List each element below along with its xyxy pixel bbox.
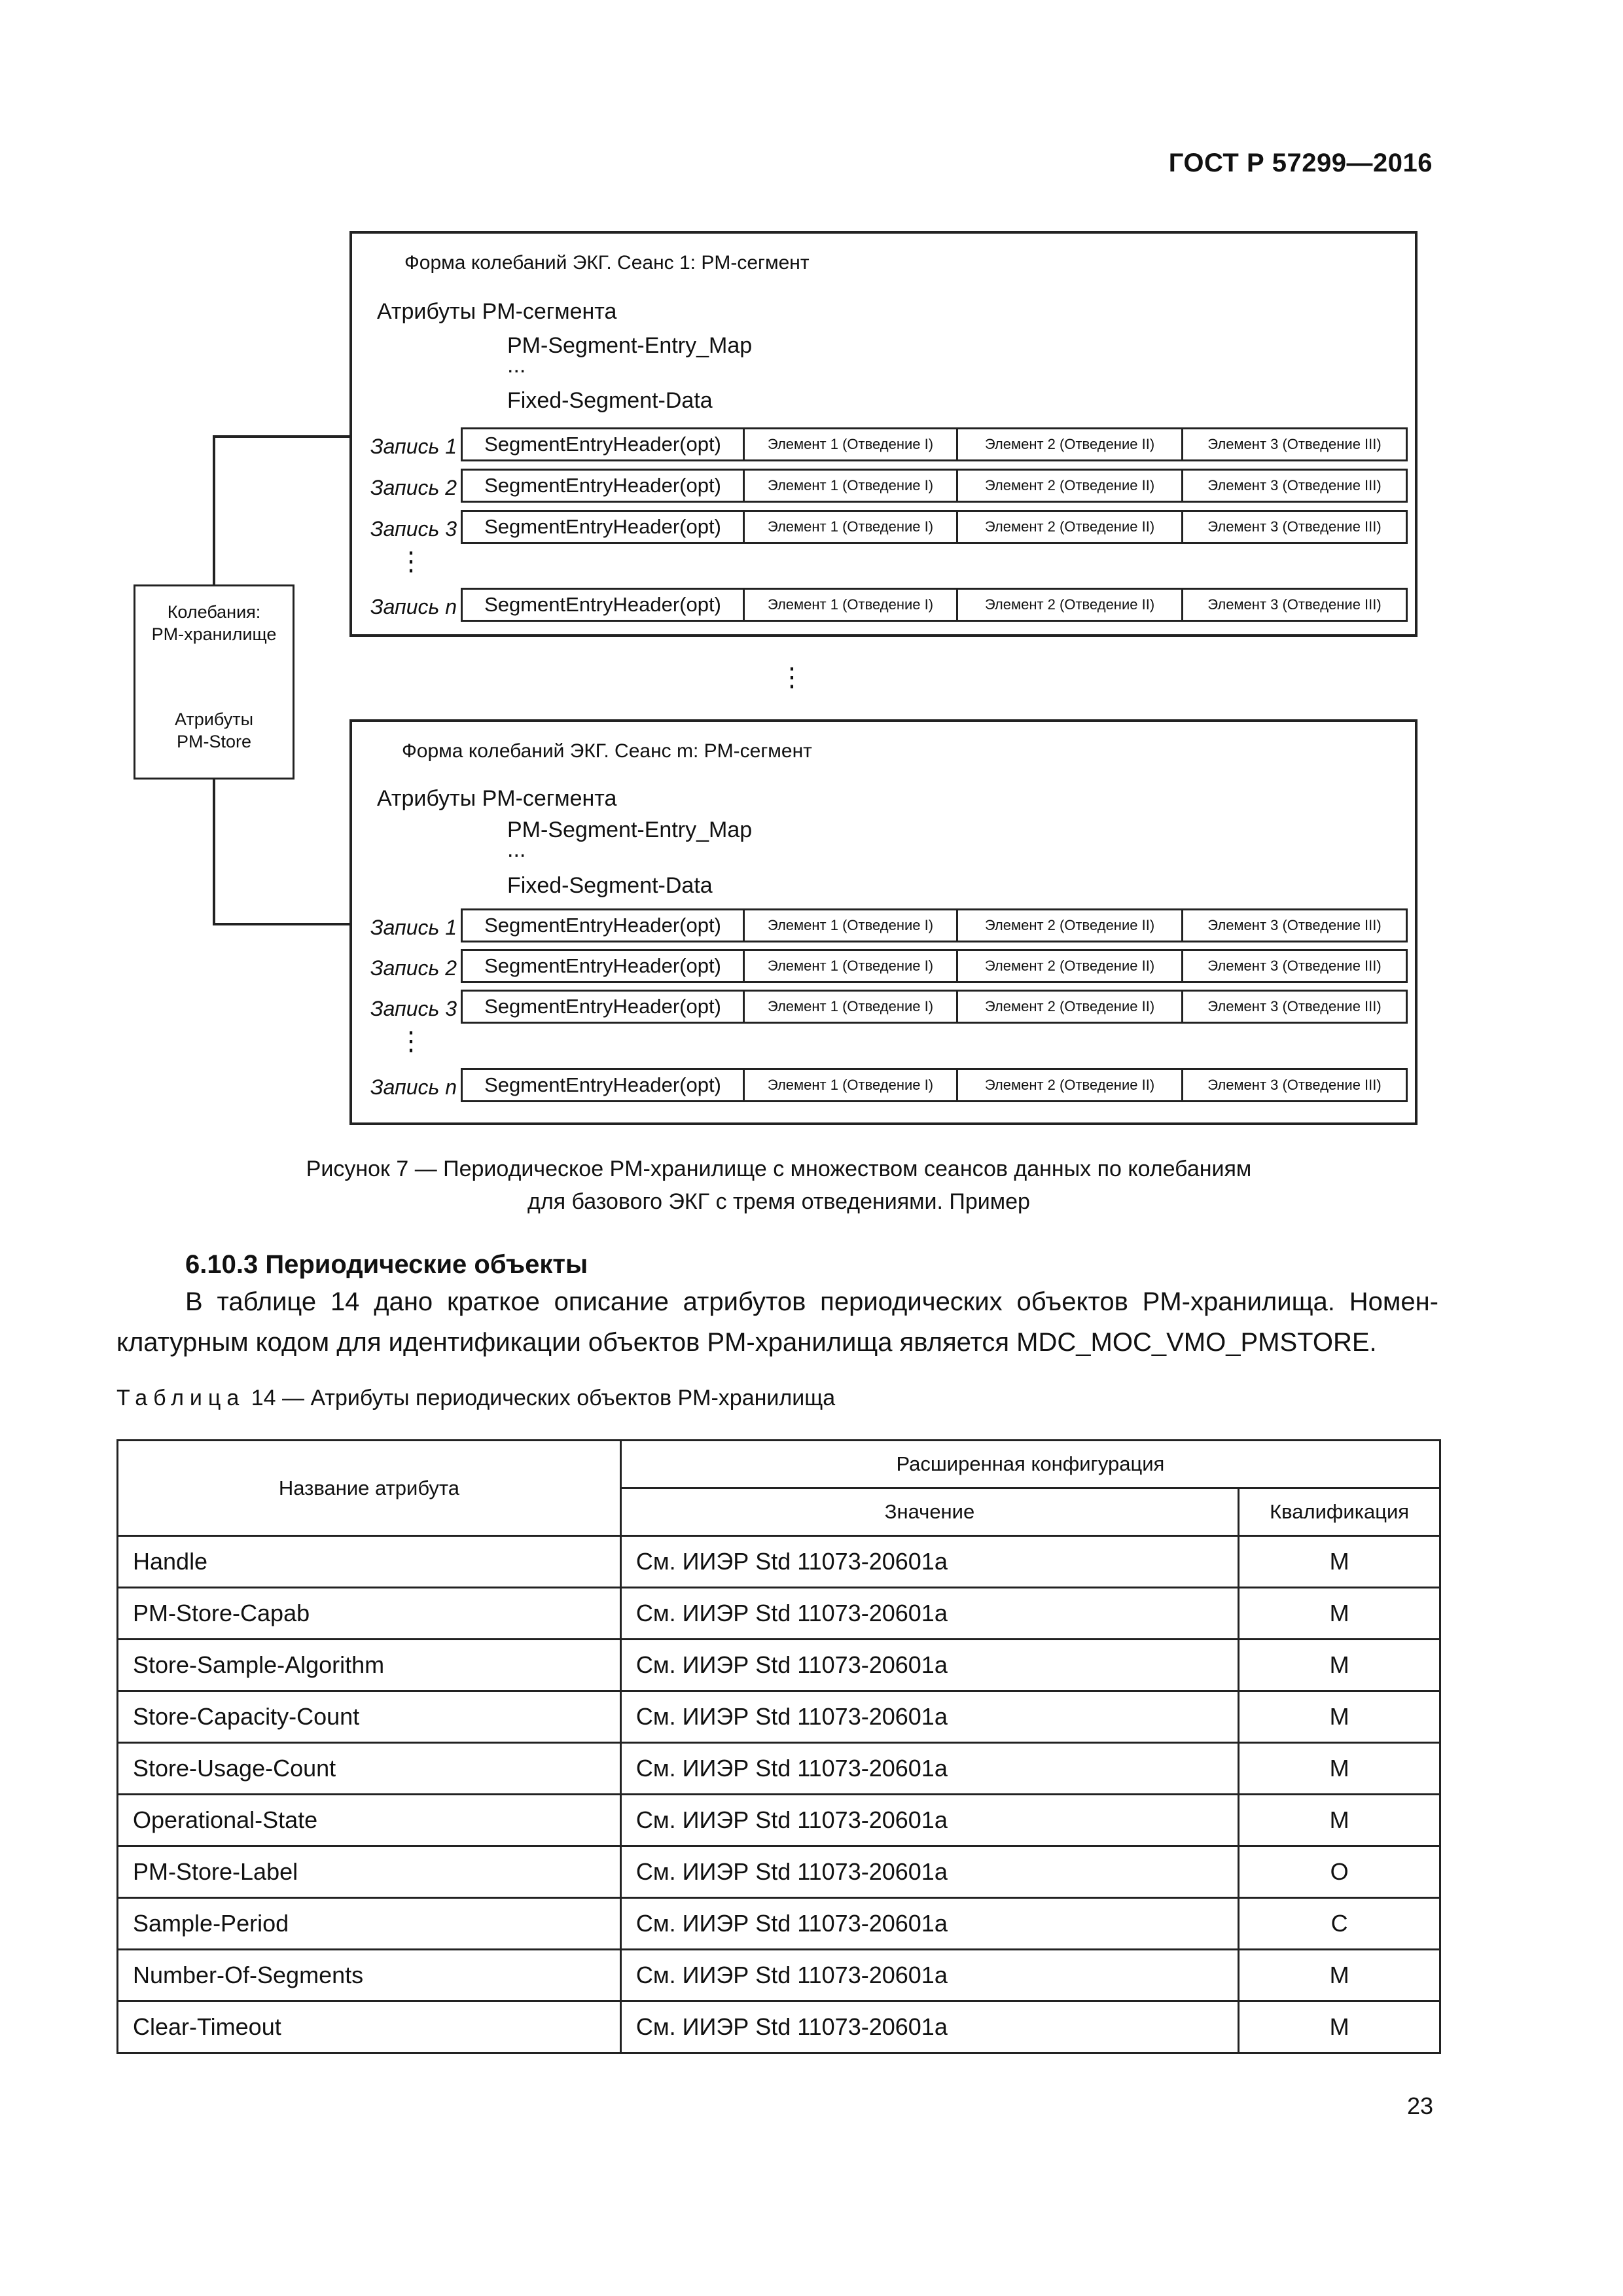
attr-qual: M — [1239, 1950, 1440, 2001]
entry-header-cell: SegmentEntryHeader(opt) — [484, 995, 721, 1018]
attr-value: См. ИИЭР Std 11073-20601a — [620, 1743, 1238, 1795]
element-cell: Элемент 1 (Отведение I) — [743, 951, 956, 981]
attr-value: См. ИИЭР Std 11073-20601a — [620, 1795, 1238, 1846]
attr-qual: M — [1239, 1588, 1440, 1640]
attr-name: Handle — [118, 1536, 621, 1588]
section-title: 6.10.3 Периодические объекты — [185, 1250, 588, 1279]
col-header-name: Название атрибута — [118, 1441, 621, 1536]
document-header: ГОСТ Р 57299—2016 — [1168, 149, 1433, 177]
col-header-group: Расширенная конфигурация — [620, 1441, 1440, 1488]
table-row — [118, 1640, 1440, 1691]
record-label: Запись 3 — [370, 517, 457, 541]
element-cell: Элемент 1 (Отведение I) — [743, 590, 956, 620]
figure-caption-line-1: Рисунок 7 — Периодическое PM-хранилище с множеством сеансов данных по колебаниям — [306, 1157, 1252, 1181]
figure-caption-line-2: для базового ЭКГ с тремя отведениями. Пример — [527, 1189, 1030, 1214]
record-row — [461, 949, 1408, 983]
vertical-ellipsis-icon: ⋮ — [398, 1027, 424, 1056]
table-row — [118, 1691, 1440, 1743]
attr-qual: C — [1239, 1898, 1440, 1950]
attr-name: Operational-State — [118, 1795, 621, 1846]
table-row — [118, 1898, 1440, 1950]
segment-attrs-label: Атрибуты PM-сегмента — [377, 786, 617, 811]
store-label-2: PM-хранилище — [151, 624, 277, 644]
table-row — [118, 1950, 1440, 2001]
element-cell: Элемент 2 (Отведение II) — [956, 590, 1181, 620]
entry-header-cell: SegmentEntryHeader(opt) — [484, 433, 721, 456]
vertical-ellipsis-icon: ⋮ — [779, 663, 805, 692]
element-cell: Элемент 2 (Отведение II) — [956, 992, 1181, 1022]
attr-value: См. ИИЭР Std 11073-20601a — [620, 1536, 1238, 1588]
session-title: Форма колебаний ЭКГ. Сеанс 1: PM-сегмент — [404, 252, 810, 274]
element-cell: Элемент 1 (Отведение I) — [743, 910, 956, 941]
attr-qual: M — [1239, 1640, 1440, 1691]
table-row — [118, 1743, 1440, 1795]
element-cell: Элемент 3 (Отведение III) — [1181, 429, 1406, 459]
element-cell: Элемент 3 (Отведение III) — [1181, 1070, 1406, 1100]
attr-name: Clear-Timeout — [118, 2001, 621, 2053]
entry-header-cell: SegmentEntryHeader(opt) — [484, 593, 721, 616]
attr-value: См. ИИЭР Std 11073-20601a — [620, 1846, 1238, 1898]
record-label: Запись 2 — [370, 476, 457, 499]
connector-line — [213, 435, 215, 586]
attr-value: См. ИИЭР Std 11073-20601a — [620, 1588, 1238, 1640]
fixed-data-label: Fixed-Segment-Data — [507, 388, 713, 413]
element-cell: Элемент 3 (Отведение III) — [1181, 471, 1406, 501]
element-cell: Элемент 1 (Отведение I) — [743, 512, 956, 542]
record-row — [461, 908, 1408, 942]
ellipsis: ... — [507, 837, 526, 862]
record-label: Запись 1 — [370, 435, 457, 458]
attr-qual: M — [1239, 1795, 1440, 1846]
attr-name: Store-Capacity-Count — [118, 1691, 621, 1743]
paragraph-line-2: клатурным кодом для идентификации объектов PM-хранилища является MDC_MOC_VMO_PMSTORE. — [116, 1328, 1377, 1357]
table-row — [118, 1588, 1440, 1640]
element-cell: Элемент 3 (Отведение III) — [1181, 590, 1406, 620]
element-cell: Элемент 1 (Отведение I) — [743, 992, 956, 1022]
element-cell: Элемент 2 (Отведение II) — [956, 471, 1181, 501]
record-row — [461, 990, 1408, 1024]
record-row — [461, 510, 1408, 544]
session-box — [349, 719, 1418, 1125]
element-cell: Элемент 2 (Отведение II) — [956, 429, 1181, 459]
element-cell: Элемент 3 (Отведение III) — [1181, 951, 1406, 981]
attr-qual: M — [1239, 1691, 1440, 1743]
store-label-3: Атрибуты — [174, 709, 254, 729]
record-row — [461, 588, 1408, 622]
record-label: Запись 3 — [370, 997, 457, 1020]
record-label: Запись n — [370, 1075, 457, 1099]
col-header-value: Значение — [620, 1488, 1238, 1536]
attr-qual: O — [1239, 1846, 1440, 1898]
attr-value: См. ИИЭР Std 11073-20601a — [620, 1950, 1238, 2001]
store-label-1: Колебания: — [167, 602, 261, 622]
entry-map-label: PM-Segment-Entry_Map — [507, 817, 753, 842]
fixed-data-label: Fixed-Segment-Data — [507, 873, 713, 898]
attr-value: См. ИИЭР Std 11073-20601a — [620, 1691, 1238, 1743]
entry-map-label: PM-Segment-Entry_Map — [507, 333, 753, 358]
attr-qual: M — [1239, 1743, 1440, 1795]
attr-value: См. ИИЭР Std 11073-20601a — [620, 2001, 1238, 2053]
element-cell: Элемент 2 (Отведение II) — [956, 1070, 1181, 1100]
paragraph-line-1: В таблице 14 дано краткое описание атрибутов периодических объектов PM-хранилища. Номен- — [185, 1287, 1438, 1316]
entry-header-cell: SegmentEntryHeader(opt) — [484, 515, 721, 538]
connector-line — [213, 923, 351, 925]
element-cell: Элемент 2 (Отведение II) — [956, 951, 1181, 981]
session-title: Форма колебаний ЭКГ. Сеанс m: PM-сегмент — [402, 740, 812, 762]
element-cell: Элемент 3 (Отведение III) — [1181, 512, 1406, 542]
col-header-qualification: Квалификация — [1239, 1488, 1440, 1536]
entry-header-cell: SegmentEntryHeader(opt) — [484, 1073, 721, 1096]
table-caption-text: 14 — Атрибуты периодических объектов PM-хранилища — [245, 1386, 836, 1410]
attr-qual: M — [1239, 2001, 1440, 2053]
element-cell: Элемент 2 (Отведение II) — [956, 512, 1181, 542]
page-number: 23 — [1407, 2092, 1434, 2119]
attr-value: См. ИИЭР Std 11073-20601a — [620, 1640, 1238, 1691]
entry-header-cell: SegmentEntryHeader(opt) — [484, 954, 721, 977]
table-caption — [116, 1386, 835, 1411]
element-cell: Элемент 1 (Отведение I) — [743, 429, 956, 459]
table-caption-word: Таблица — [116, 1386, 245, 1410]
attr-name: Store-Usage-Count — [118, 1743, 621, 1795]
attr-name: Store-Sample-Algorithm — [118, 1640, 621, 1691]
element-cell: Элемент 3 (Отведение III) — [1181, 992, 1406, 1022]
store-label-4: PM-Store — [176, 732, 252, 751]
segment-attrs-label: Атрибуты PM-сегмента — [377, 299, 617, 324]
record-row — [461, 469, 1408, 503]
table-row — [118, 1795, 1440, 1846]
connector-line — [213, 779, 215, 925]
session-box — [349, 231, 1418, 637]
record-label: Запись 2 — [370, 956, 457, 980]
table-row — [118, 1846, 1440, 1898]
vertical-ellipsis-icon: ⋮ — [398, 547, 424, 576]
connector-line — [213, 435, 351, 438]
attributes-table — [116, 1439, 1441, 2054]
attr-name: Number-Of-Segments — [118, 1950, 621, 2001]
table-row — [118, 1536, 1440, 1588]
attr-name: PM-Store-Label — [118, 1846, 621, 1898]
element-cell: Элемент 1 (Отведение I) — [743, 471, 956, 501]
ellipsis: ... — [507, 353, 526, 378]
record-row — [461, 427, 1408, 461]
element-cell: Элемент 2 (Отведение II) — [956, 910, 1181, 941]
pm-store-box — [134, 584, 294, 780]
element-cell: Элемент 1 (Отведение I) — [743, 1070, 956, 1100]
attr-qual: M — [1239, 1536, 1440, 1588]
record-label: Запись 1 — [370, 916, 457, 939]
attr-name: Sample-Period — [118, 1898, 621, 1950]
attr-value: См. ИИЭР Std 11073-20601a — [620, 1898, 1238, 1950]
record-label: Запись n — [370, 595, 457, 619]
element-cell: Элемент 3 (Отведение III) — [1181, 910, 1406, 941]
record-row — [461, 1068, 1408, 1102]
attr-name: PM-Store-Capab — [118, 1588, 621, 1640]
table-row — [118, 2001, 1440, 2053]
entry-header-cell: SegmentEntryHeader(opt) — [484, 914, 721, 937]
entry-header-cell: SegmentEntryHeader(opt) — [484, 474, 721, 497]
